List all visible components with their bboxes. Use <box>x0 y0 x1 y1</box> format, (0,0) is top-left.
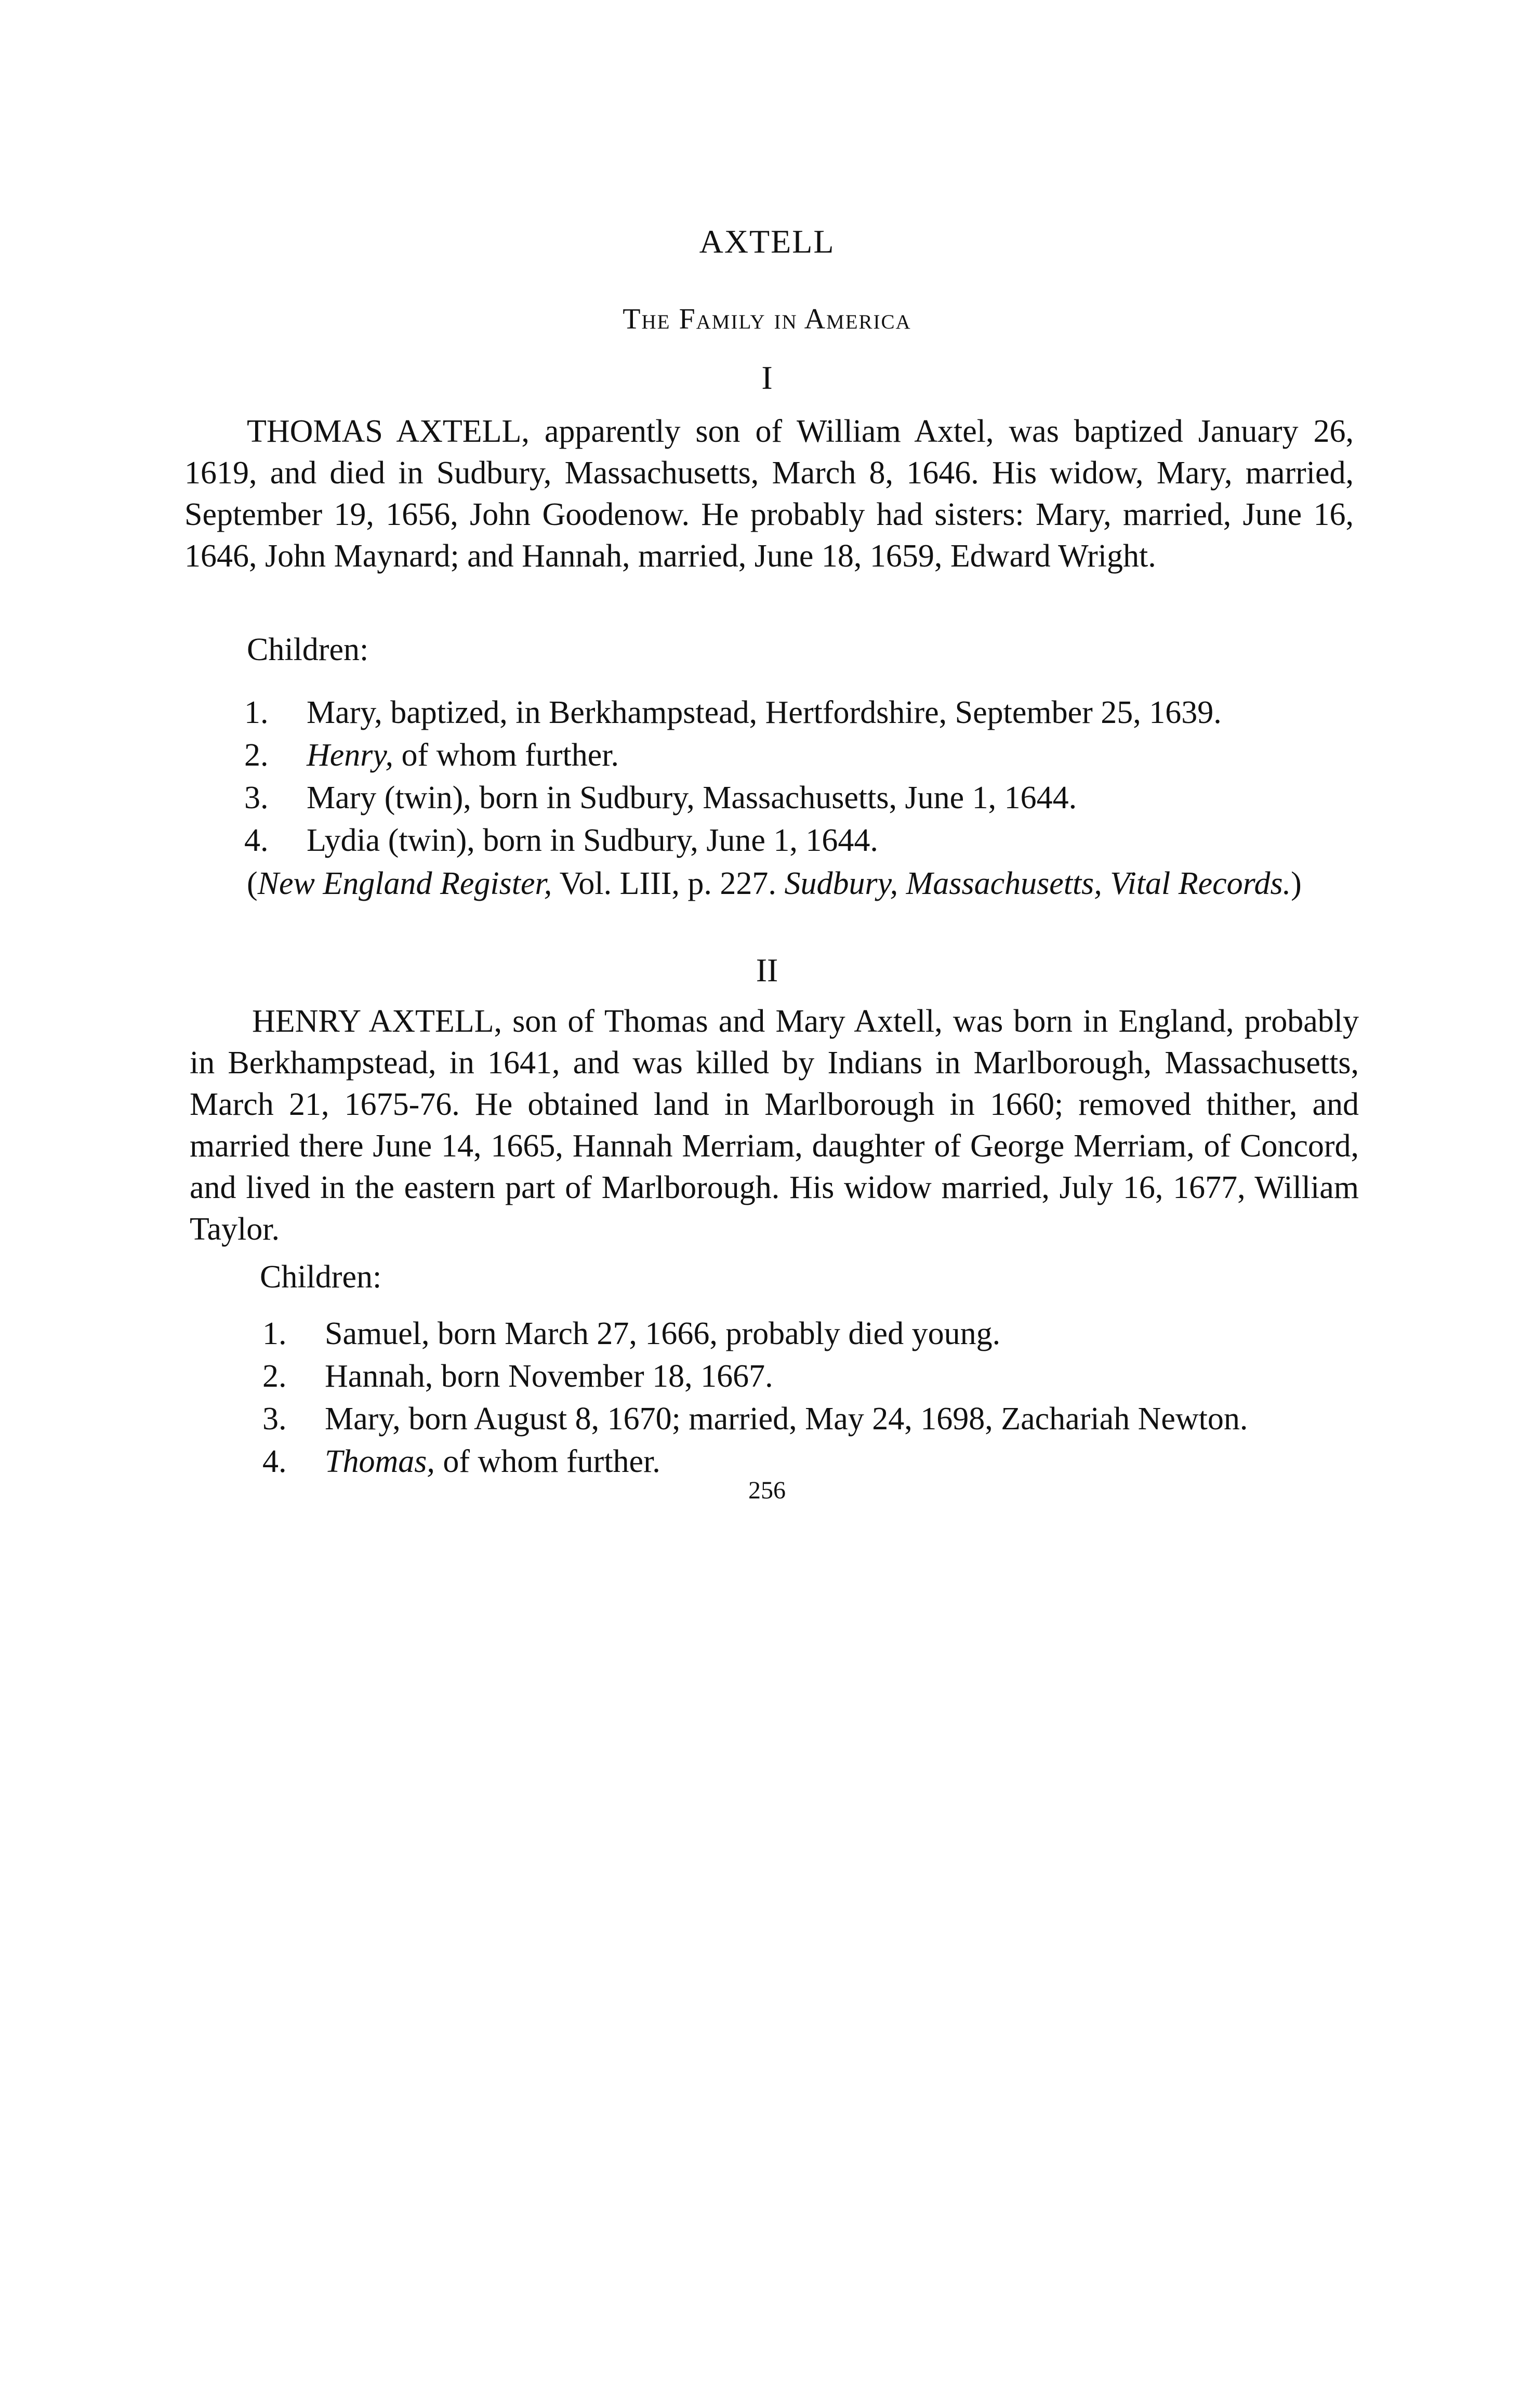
list-item <box>244 777 1387 819</box>
list-item <box>244 691 1387 734</box>
list-text: Mary (twin), born in Sudbury, Massachusetts, June 1, 1644. <box>307 780 1077 815</box>
section-1-paragraph <box>184 411 1354 577</box>
list-item <box>262 1398 1406 1440</box>
section-numeral-1: I <box>761 359 773 396</box>
children-label-1: Children: <box>247 632 369 667</box>
list-text: Lydia (twin), born in Sudbury, June 1, 1644. <box>307 823 878 858</box>
list-number: 3. <box>262 1401 287 1437</box>
list-text: of whom further. <box>393 738 619 773</box>
list-number: 1. <box>244 695 269 730</box>
page-subtitle: The Family in America <box>623 303 911 335</box>
source-register: New England Register, <box>257 866 552 901</box>
paragraph-text: THOMAS AXTELL, apparently son of William Axtel, was baptized January 26, 1619, and died in Sudbury, Massachusetts, March 8, 1646. His widow, Mary, married, September 19, 1656, John Goodenow. He probably had sisters: Mary, married, June 16, 1646, John Maynard; and Hannah, married, June 18, 1659, Edward Wright. <box>184 414 1354 574</box>
children-list-1 <box>244 691 1387 862</box>
children-label-2: Children: <box>260 1259 382 1295</box>
source-volume: Vol. LIII, p. 227. <box>552 866 785 901</box>
list-item <box>262 1355 1406 1398</box>
children-list-2 <box>262 1312 1406 1483</box>
list-text: Mary, baptized, in Berkhampstead, Hertfordshire, September 25, 1639. <box>307 695 1222 730</box>
list-number: 4. <box>262 1444 287 1479</box>
paragraph-text: HENRY AXTELL, son of Thomas and Mary Axtell, was born in England, probably in Berkhampstead, in 1641, and was killed by Indians in Marlborough, Massachusetts, March 21, 1675-76. He obtained land in Marlborough in 1660; removed thither, and married there June 14, 1665, Hannah Merriam, daughter of George Merriam, of Concord, and lived in the eastern part of Marlborough. His widow married, July 16, 1677, William Taylor. <box>190 1004 1359 1247</box>
list-number: 2. <box>244 738 269 773</box>
paren-open: ( <box>247 866 258 901</box>
paren-close: ) <box>1291 866 1302 901</box>
list-number: 1. <box>262 1316 287 1351</box>
source-vital-records: Sudbury, Massachusetts, Vital Records. <box>784 866 1291 901</box>
list-number: 3. <box>244 780 269 815</box>
list-name-italic: Thomas, <box>325 1444 435 1479</box>
list-text: Mary, born August 8, 1670; married, May 24, 1698, Zachariah Newton. <box>325 1401 1248 1437</box>
page-number: 256 <box>748 1477 786 1504</box>
list-text: Samuel, born March 27, 1666, probably died young. <box>325 1316 1001 1351</box>
list-text: Hannah, born November 18, 1667. <box>325 1359 773 1394</box>
page-title: AXTELL <box>699 223 835 260</box>
list-text: of whom further. <box>434 1444 660 1479</box>
list-name-italic: Henry, <box>307 738 394 773</box>
list-item <box>244 819 1387 862</box>
list-item <box>244 734 1387 777</box>
section-numeral-2: II <box>756 952 778 989</box>
list-item <box>262 1312 1406 1355</box>
section-2-paragraph <box>190 1001 1359 1250</box>
source-citation <box>184 863 1354 904</box>
list-number: 4. <box>244 823 269 858</box>
list-number: 2. <box>262 1359 287 1394</box>
